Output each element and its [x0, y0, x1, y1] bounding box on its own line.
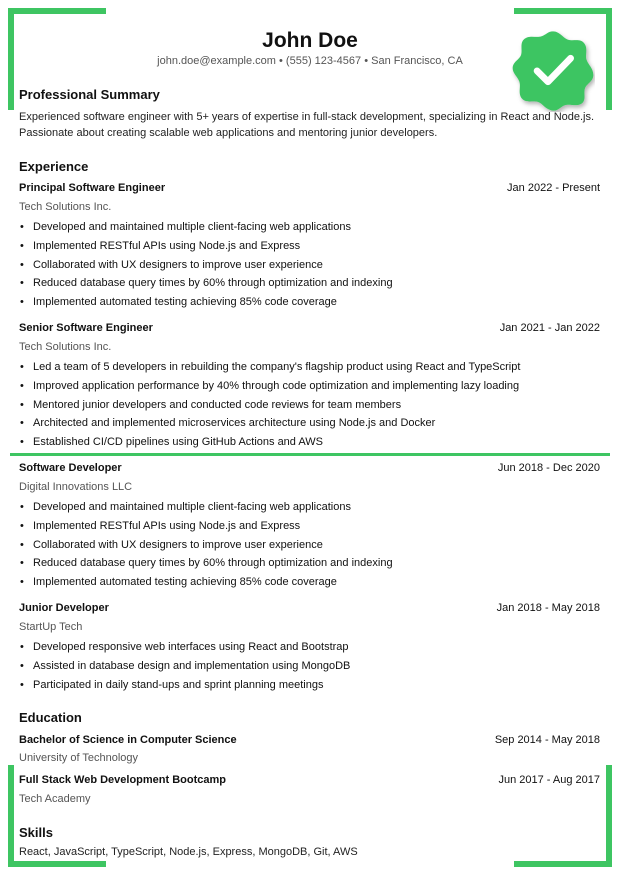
job-header: [19, 602, 600, 614]
job-bullets: [20, 639, 350, 695]
list-item: • Reduced database query times by 60% through optimization and indexing: [20, 555, 393, 574]
list-item: • Led a team of 5 developers in rebuilding the company's flagship product using React and TypeScript: [20, 359, 520, 378]
job-date: Jan 2021 - Jan 2022: [499, 322, 600, 334]
list-item: • Established CI/CD pipelines using GitHub Actions and AWS: [20, 434, 520, 453]
contact-line: john.doe@example.com • (555) 123-4567 • San Francisco, CA: [157, 55, 463, 67]
corner-bracket-bottom-right-h: [514, 861, 612, 867]
corner-bracket-bottom-left-h: [8, 861, 106, 867]
list-item: • Collaborated with UX designers to improve user experience: [20, 257, 393, 276]
degree-title: Full Stack Web Development Bootcamp: [19, 774, 227, 786]
job-company: Tech Solutions Inc.: [19, 201, 112, 213]
job-bullets: [20, 219, 393, 313]
job-company: Tech Solutions Inc.: [19, 341, 112, 353]
list-item: • Implemented RESTful APIs using Node.js and Express: [20, 238, 393, 257]
education-header: [19, 734, 600, 746]
page-divider: [10, 453, 610, 456]
list-item: • Architected and implemented microservices architecture using Node.js and Docker: [20, 415, 520, 434]
education-date: Jun 2017 - Aug 2017: [498, 774, 600, 786]
job-company: Digital Innovations LLC: [19, 481, 133, 493]
job-title: Senior Software Engineer: [19, 322, 153, 334]
list-item: • Participated in daily stand-ups and sprint planning meetings: [20, 677, 350, 696]
list-item: • Mentored junior developers and conducted code reviews for team members: [20, 397, 520, 416]
list-item: • Developed and maintained multiple client-facing web applications: [20, 219, 393, 238]
education-header: [19, 774, 600, 786]
job-header: [19, 182, 600, 194]
job-title: Software Developer: [19, 462, 122, 474]
school-name: University of Technology: [19, 752, 139, 764]
skills-heading: Skills: [19, 825, 53, 840]
list-item: • Developed responsive web interfaces using React and Bootstrap: [20, 639, 350, 658]
school-name: Tech Academy: [19, 793, 91, 805]
job-date: Jan 2022 - Present: [507, 182, 600, 194]
job-bullets: [20, 499, 393, 593]
list-item: • Implemented automated testing achieving 85% code coverage: [20, 574, 393, 593]
skills-text: React, JavaScript, TypeScript, Node.js, Express, MongoDB, Git, AWS: [19, 846, 358, 858]
candidate-name: John Doe: [262, 29, 358, 52]
job-header: [19, 462, 600, 474]
corner-bracket-top-right-h: [514, 8, 612, 14]
list-item: • Collaborated with UX designers to improve user experience: [20, 537, 393, 556]
job-bullets: [20, 359, 520, 453]
list-item: • Implemented automated testing achieving 85% code coverage: [20, 294, 393, 313]
list-item: • Improved application performance by 40% through code optimization and implementing lazy loading: [20, 378, 520, 397]
corner-bracket-top-left-h: [8, 8, 106, 14]
job-company: StartUp Tech: [19, 621, 83, 633]
list-item: • Assisted in database design and implementation using MongoDB: [20, 658, 350, 677]
degree-title: Bachelor of Science in Computer Science: [19, 734, 237, 746]
education-heading: Education: [19, 710, 82, 725]
job-title: Junior Developer: [19, 602, 109, 614]
job-date: Jun 2018 - Dec 2020: [497, 462, 600, 474]
list-item: • Implemented RESTful APIs using Node.js and Express: [20, 518, 393, 537]
list-item: • Developed and maintained multiple client-facing web applications: [20, 499, 393, 518]
job-date: Jan 2018 - May 2018: [496, 602, 600, 614]
education-date: Sep 2014 - May 2018: [494, 734, 600, 746]
summary-heading: Professional Summary: [19, 87, 160, 102]
job-header: [19, 322, 600, 334]
job-title: Principal Software Engineer: [19, 182, 166, 194]
corner-bracket-bottom-left-v: [8, 765, 14, 867]
list-item: • Reduced database query times by 60% through optimization and indexing: [20, 275, 393, 294]
corner-bracket-bottom-right-v: [606, 765, 612, 867]
summary-text: Experienced software engineer with 5+ years of expertise in full-stack development, specializing in React and Node.js. Passionate about creating scalable web applications and mentoring junior developers.: [19, 111, 595, 139]
experience-heading: Experience: [19, 159, 89, 174]
